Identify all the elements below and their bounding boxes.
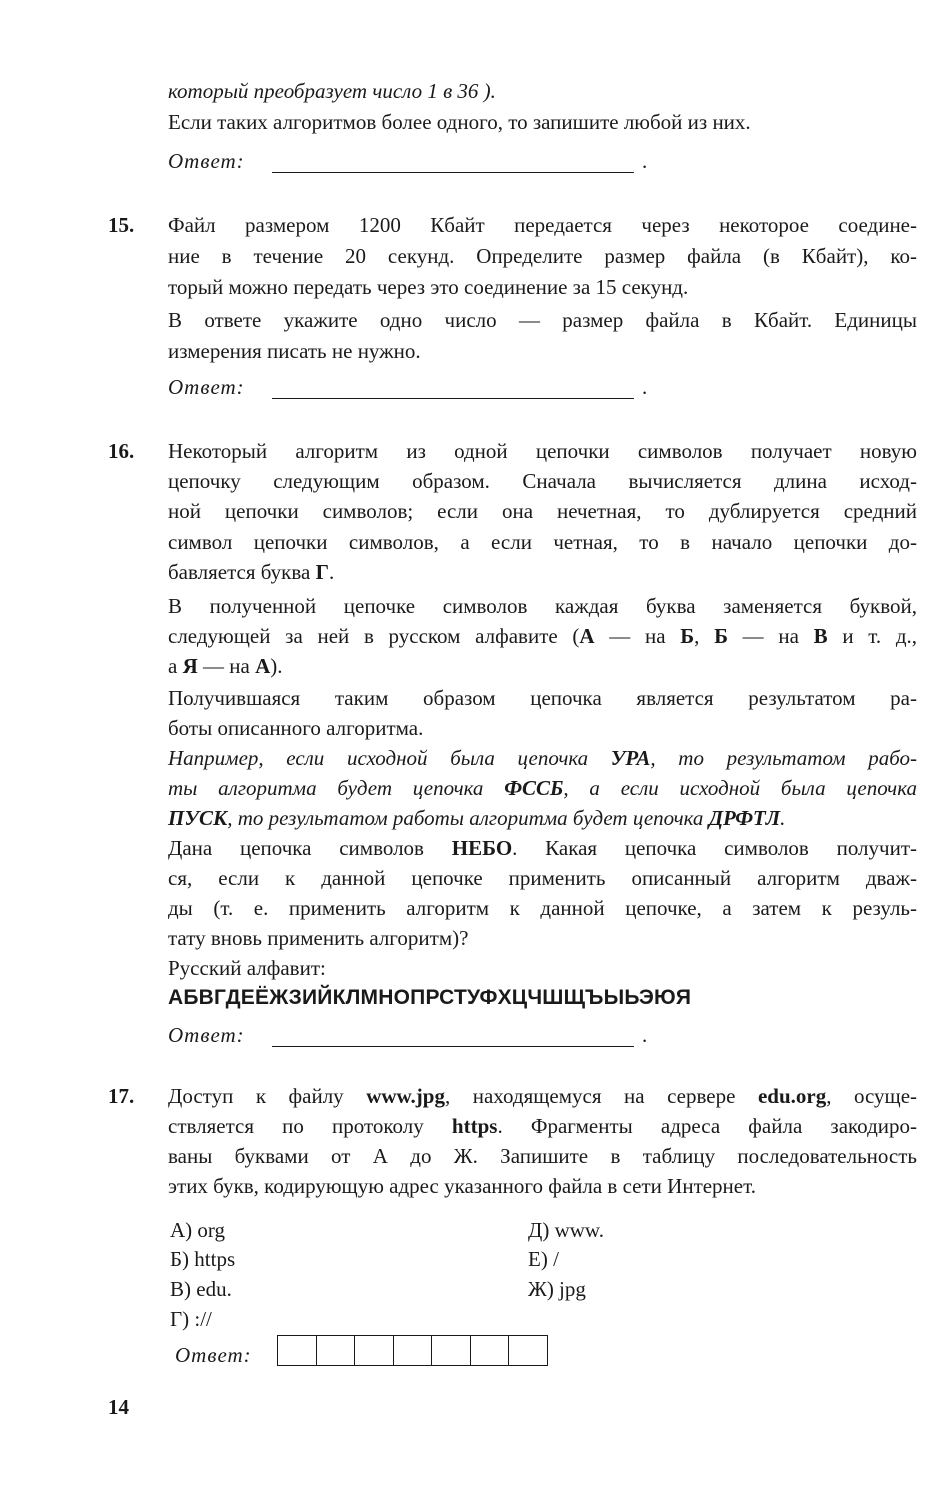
answer-dot-15: . xyxy=(642,375,648,399)
q16-line: боты описанного алгоритма. xyxy=(168,716,424,740)
q15-line: измерения писать не нужно. xyxy=(168,339,421,363)
q16-task: Дана цепочка символов НЕБО. Какая цепочка символов получит- xyxy=(168,836,918,860)
q16-line: В полученной цепочке символов каждая буква заменяется буквой, xyxy=(168,594,917,618)
q16-line: следующей за ней в русском алфавите (А — на Б, Б — на В и т. д., xyxy=(168,624,918,648)
q16-line: ной цепочки символов; если она нечетная, то дублируется средний xyxy=(168,499,917,523)
option-zh: Ж) jpg xyxy=(528,1277,586,1301)
q17-line: ствляется по протоколу https. Фрагменты адреса файла закодиро- xyxy=(168,1114,917,1138)
q16-example: ты алгоритма будет цепочка ФССБ, а если исходной была цепочка xyxy=(168,776,917,800)
answer-label-15: Ответ: xyxy=(168,375,245,399)
page-number: 14 xyxy=(108,1395,129,1419)
answer-grid-17 xyxy=(277,1335,548,1366)
option-b: Б) https xyxy=(170,1247,236,1271)
question-number-17: 17. xyxy=(108,1084,135,1108)
prev-question-tail: который преобразует число 1 в 36 ). xyxy=(168,79,496,103)
option-g: Г) :// xyxy=(170,1307,212,1331)
option-a: А) org xyxy=(170,1218,226,1242)
q16-example: Например, если исходной была цепочка УРА, то результатом рабо- xyxy=(168,746,917,770)
answer-line-16[interactable] xyxy=(272,1046,634,1047)
answer-cell[interactable] xyxy=(471,1336,510,1365)
answer-cell[interactable] xyxy=(394,1336,433,1365)
q16-task: ся, если к данной цепочке применить описанный алгоритм дваж- xyxy=(168,866,917,890)
question-number-16: 16. xyxy=(108,439,135,463)
q16-task: тату вновь применить алгоритм)? xyxy=(168,926,469,950)
alphabet-label: Русский алфавит: xyxy=(168,956,326,980)
answer-dot-16: . xyxy=(642,1023,648,1047)
answer-dot-14: . xyxy=(642,149,648,173)
q15-line: Файл размером 1200 Кбайт передается через некоторое соедине- xyxy=(168,213,917,237)
option-e: Е) / xyxy=(528,1247,559,1271)
q16-line: Некоторый алгоритм из одной цепочки символов получает новую xyxy=(168,439,917,463)
option-v: В) edu. xyxy=(170,1277,232,1301)
q16-example: ПУСК, то результатом работы алгоритма будет цепочка ДРФТЛ. xyxy=(168,806,786,830)
prev-question-instruction: Если таких алгоритмов более одного, то запишите любой из них. xyxy=(168,110,751,134)
answer-cell[interactable] xyxy=(355,1336,394,1365)
answer-cell[interactable] xyxy=(432,1336,471,1365)
q15-line: В ответе укажите одно число — размер файла в Кбайт. Единицы xyxy=(168,308,917,332)
answer-cell[interactable] xyxy=(317,1336,356,1365)
answer-label-16: Ответ: xyxy=(168,1023,245,1047)
q16-line: Получившаяся таким образом цепочка является результатом ра- xyxy=(168,686,917,710)
q17-line: ваны буквами от А до Ж. Запишите в таблицу последовательность xyxy=(168,1144,917,1168)
q16-line: символ цепочки символов, а если четная, то в начало цепочки до- xyxy=(168,530,917,554)
q16-line: бавляется буква Г. xyxy=(168,560,335,584)
q16-task: ды (т. е. применить алгоритм к данной цепочке, а затем к резуль- xyxy=(168,896,917,920)
q15-line: ние в течение 20 секунд. Определите размер файла (в Кбайт), ко- xyxy=(168,244,917,268)
answer-label-14: Ответ: xyxy=(168,149,245,173)
answer-cell[interactable] xyxy=(278,1336,317,1365)
answer-cell[interactable] xyxy=(509,1336,547,1365)
answer-label-17: Ответ: xyxy=(175,1343,252,1367)
option-d: Д) www. xyxy=(528,1218,604,1242)
q17-line: этих букв, кодирующую адрес указанного файла в сети Интернет. xyxy=(168,1174,756,1198)
q16-line: а Я — на А). xyxy=(168,654,283,678)
answer-line-14[interactable] xyxy=(272,172,634,173)
question-number-15: 15. xyxy=(108,213,135,237)
q15-line: торый можно передать через это соединение за 15 секунд. xyxy=(168,275,689,299)
q16-line: цепочку следующим образом. Сначала вычисляется длина исход- xyxy=(168,469,917,493)
answer-line-15[interactable] xyxy=(272,398,634,399)
russian-alphabet: АБВГДЕЁЖЗИЙКЛМНОПРСТУФХЦЧШЩЪЫЬЭЮЯ xyxy=(168,986,692,1009)
q17-line: Доступ к файлу www.jpg, находящемуся на сервере edu.org, осуще- xyxy=(168,1084,918,1108)
